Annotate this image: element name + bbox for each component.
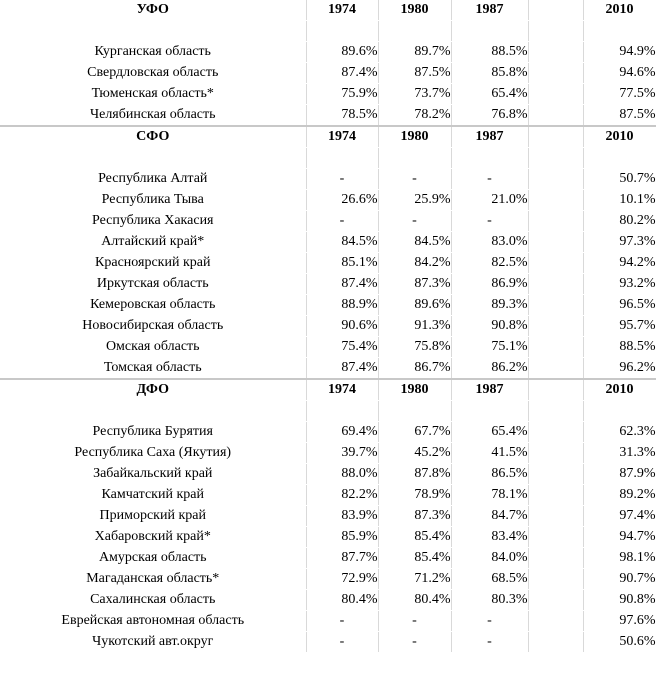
region-name: Омская область [0,337,306,358]
empty-cell [528,548,583,569]
value-cell: 98.1% [583,548,656,569]
empty-cell [528,148,583,169]
value-cell: 85.9% [306,527,378,548]
table-row [0,485,656,506]
value-cell: 50.6% [583,632,656,653]
table-row [0,569,656,590]
value-cell: 68.5% [451,569,528,590]
value-cell: 90.8% [451,316,528,337]
value-cell: 84.5% [306,232,378,253]
value-cell: - [306,611,378,632]
value-cell: 86.9% [451,274,528,295]
value-cell: 76.8% [451,105,528,127]
value-cell: 75.8% [378,337,451,358]
value-cell: 84.0% [451,548,528,569]
empty-cell [528,253,583,274]
section-title: СФО [0,126,306,148]
value-cell: 89.3% [451,295,528,316]
column-header-3: 2010 [583,0,656,21]
column-header-1: 1980 [378,379,451,401]
value-cell: 78.9% [378,485,451,506]
value-cell: 26.6% [306,190,378,211]
table-row [0,464,656,485]
value-cell: 39.7% [306,443,378,464]
empty-cell [528,632,583,653]
value-cell: 71.2% [378,569,451,590]
column-header-2: 1987 [451,126,528,148]
region-name: Магаданская область* [0,569,306,590]
empty-cell [528,422,583,443]
table-row [0,422,656,443]
empty-cell [0,401,306,422]
value-cell: 97.6% [583,611,656,632]
value-cell: 65.4% [451,422,528,443]
value-cell: - [451,211,528,232]
region-name: Приморский край [0,506,306,527]
value-cell: 83.0% [451,232,528,253]
column-header-3: 2010 [583,379,656,401]
table-row [0,105,656,127]
empty-cell [583,21,656,42]
value-cell: 84.7% [451,506,528,527]
value-cell: 95.7% [583,316,656,337]
region-name: Свердловская область [0,63,306,84]
region-name: Кемеровская область [0,295,306,316]
value-cell: 89.6% [378,295,451,316]
empty-cell [451,148,528,169]
value-cell: 31.3% [583,443,656,464]
value-cell: 94.2% [583,253,656,274]
table-row [0,506,656,527]
empty-cell [528,316,583,337]
table-row [0,337,656,358]
empty-cell [528,569,583,590]
empty-cell [528,21,583,42]
value-cell: 78.1% [451,485,528,506]
value-cell: 25.9% [378,190,451,211]
table-row [0,211,656,232]
value-cell: - [378,169,451,190]
value-cell: 80.2% [583,211,656,232]
value-cell: 87.4% [306,274,378,295]
value-cell: 89.2% [583,485,656,506]
value-cell: 93.2% [583,274,656,295]
table-row [0,232,656,253]
value-cell: - [378,632,451,653]
region-name: Курганская область [0,42,306,63]
value-cell: 69.4% [306,422,378,443]
value-cell: 90.8% [583,590,656,611]
region-name: Забайкальский край [0,464,306,485]
value-cell: - [378,211,451,232]
blank-row [0,148,656,169]
empty-cell [528,611,583,632]
value-cell: 97.4% [583,506,656,527]
empty-cell [528,295,583,316]
value-cell: 88.5% [583,337,656,358]
value-cell: 84.2% [378,253,451,274]
empty-cell [528,105,583,127]
table-row [0,190,656,211]
blank-row [0,401,656,422]
region-name: Тюменская область* [0,84,306,105]
empty-cell [528,506,583,527]
value-cell: 72.9% [306,569,378,590]
section-header-row [0,379,656,401]
empty-cell [378,401,451,422]
column-header-1: 1980 [378,0,451,21]
table-row [0,84,656,105]
value-cell: 90.7% [583,569,656,590]
empty-cell [528,232,583,253]
value-cell: 65.4% [451,84,528,105]
value-cell: 87.4% [306,358,378,380]
empty-cell [528,590,583,611]
region-name: Сахалинская область [0,590,306,611]
column-header-0: 1974 [306,126,378,148]
value-cell: 85.8% [451,63,528,84]
section-header-row [0,126,656,148]
value-cell: 88.0% [306,464,378,485]
empty-cell [528,84,583,105]
region-name: Иркутская область [0,274,306,295]
empty-cell [0,148,306,169]
empty-cell [528,169,583,190]
table-row [0,527,656,548]
value-cell: 80.4% [306,590,378,611]
empty-cell [528,0,583,21]
empty-cell [451,401,528,422]
column-header-1: 1980 [378,126,451,148]
empty-cell [583,148,656,169]
region-name: Республика Саха (Якутия) [0,443,306,464]
section-header-row [0,0,656,21]
value-cell: - [451,611,528,632]
region-name: Красноярский край [0,253,306,274]
value-cell: 75.1% [451,337,528,358]
value-cell: 84.5% [378,232,451,253]
value-cell: 96.5% [583,295,656,316]
value-cell: 80.3% [451,590,528,611]
empty-cell [528,126,583,148]
value-cell: 87.9% [583,464,656,485]
value-cell: 97.3% [583,232,656,253]
value-cell: - [451,632,528,653]
table-row [0,295,656,316]
value-cell: 86.2% [451,358,528,380]
value-cell: 87.4% [306,63,378,84]
value-cell: 45.2% [378,443,451,464]
empty-cell [378,148,451,169]
value-cell: 87.3% [378,506,451,527]
value-cell: 77.5% [583,84,656,105]
value-cell: 96.2% [583,358,656,380]
region-name: Чукотский авт.округ [0,632,306,653]
region-name: Камчатский край [0,485,306,506]
section-title: УФО [0,0,306,21]
value-cell: 87.3% [378,274,451,295]
column-header-2: 1987 [451,379,528,401]
value-cell: 50.7% [583,169,656,190]
empty-cell [528,379,583,401]
value-cell: 67.7% [378,422,451,443]
empty-cell [528,190,583,211]
value-cell: 87.7% [306,548,378,569]
value-cell: 88.5% [451,42,528,63]
value-cell: 94.7% [583,527,656,548]
value-cell: 62.3% [583,422,656,443]
region-name: Амурская область [0,548,306,569]
value-cell: 80.4% [378,590,451,611]
table-row [0,169,656,190]
empty-cell [528,42,583,63]
empty-cell [378,21,451,42]
region-name: Еврейская автономная область [0,611,306,632]
region-name: Республика Бурятия [0,422,306,443]
value-cell: 78.2% [378,105,451,127]
value-cell: - [451,169,528,190]
value-cell: 75.9% [306,84,378,105]
empty-cell [528,337,583,358]
value-cell: 10.1% [583,190,656,211]
value-cell: 85.1% [306,253,378,274]
value-cell: - [306,632,378,653]
value-cell: 86.5% [451,464,528,485]
empty-cell [528,527,583,548]
value-cell: 82.2% [306,485,378,506]
value-cell: 94.9% [583,42,656,63]
empty-cell [451,21,528,42]
empty-cell [583,401,656,422]
empty-cell [528,358,583,380]
empty-cell [528,443,583,464]
value-cell: 89.7% [378,42,451,63]
column-header-2: 1987 [451,0,528,21]
region-name: Республика Алтай [0,169,306,190]
empty-cell [528,211,583,232]
value-cell: 85.4% [378,527,451,548]
table-row [0,274,656,295]
value-cell: 94.6% [583,63,656,84]
value-cell: 82.5% [451,253,528,274]
value-cell: 73.7% [378,84,451,105]
empty-cell [0,21,306,42]
empty-cell [306,148,378,169]
value-cell: 83.9% [306,506,378,527]
empty-cell [306,21,378,42]
value-cell: - [378,611,451,632]
table-row [0,358,656,380]
empty-cell [528,274,583,295]
table-row [0,42,656,63]
value-cell: 78.5% [306,105,378,127]
region-name: Республика Тыва [0,190,306,211]
value-cell: 87.5% [378,63,451,84]
table-row [0,548,656,569]
value-cell: 41.5% [451,443,528,464]
table-row [0,611,656,632]
empty-cell [528,63,583,84]
region-name: Томская область [0,358,306,380]
value-cell: 88.9% [306,295,378,316]
table-row [0,63,656,84]
empty-cell [528,401,583,422]
value-cell: 89.6% [306,42,378,63]
value-cell: 87.8% [378,464,451,485]
value-cell: - [306,211,378,232]
value-cell: 75.4% [306,337,378,358]
table-row [0,316,656,337]
value-cell: 83.4% [451,527,528,548]
table-row [0,632,656,653]
value-cell: 90.6% [306,316,378,337]
value-cell: 91.3% [378,316,451,337]
table-row [0,443,656,464]
value-cell: 87.5% [583,105,656,127]
column-header-0: 1974 [306,379,378,401]
empty-cell [306,401,378,422]
table-row [0,253,656,274]
region-name: Алтайский край* [0,232,306,253]
blank-row [0,21,656,42]
section-title: ДФО [0,379,306,401]
empty-cell [528,464,583,485]
region-name: Челябинская область [0,105,306,127]
region-name: Хабаровский край* [0,527,306,548]
empty-cell [528,485,583,506]
value-cell: - [306,169,378,190]
column-header-0: 1974 [306,0,378,21]
region-name: Республика Хакасия [0,211,306,232]
value-cell: 86.7% [378,358,451,380]
value-cell: 21.0% [451,190,528,211]
region-name: Новосибирская область [0,316,306,337]
value-cell: 85.4% [378,548,451,569]
column-header-3: 2010 [583,126,656,148]
table-row [0,590,656,611]
